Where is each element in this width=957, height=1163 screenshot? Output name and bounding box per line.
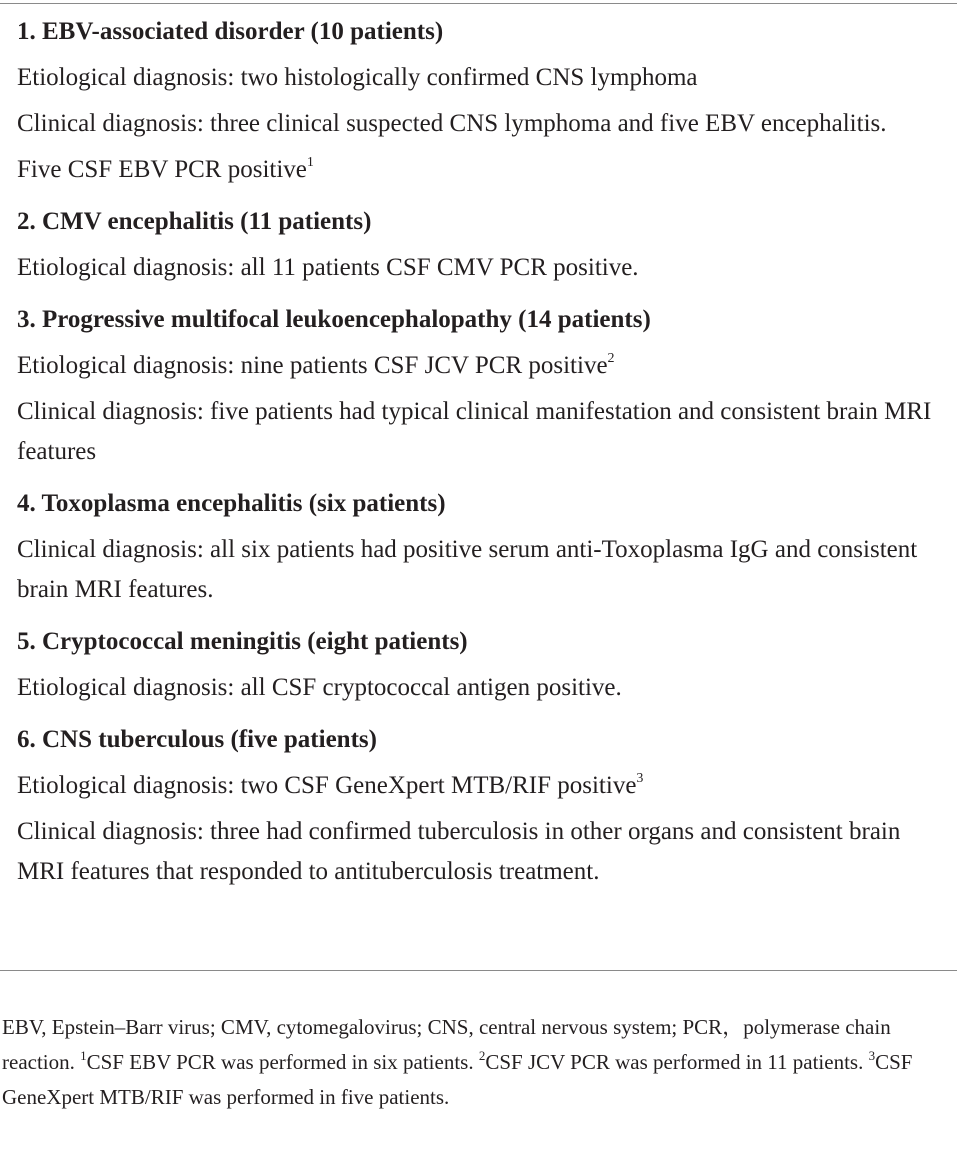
section-toxoplasma [17,484,942,610]
footnote-marker: 2 [478,1048,486,1063]
footnote-marker: 2 [607,351,615,366]
section-line: Clinical diagnosis: three had confirmed tuberculosis in other organs and consistent brain MRI features that responded to antituberculosis treatment. [17,818,901,885]
section-line: Clinical diagnosis: three clinical suspected CNS lymphoma and five EBV encephalitis. [17,110,887,137]
section-pml [17,300,942,472]
section-heading: 5. Cryptococcal meningitis (eight patients) [17,628,468,655]
section-line: Etiological diagnosis: all 11 patients CSF CMV PCR positive. [17,254,639,281]
section-heading: 6. CNS tuberculous (five patients) [17,726,377,753]
section-heading: 3. Progressive multifocal leukoencephalopathy (14 patients) [17,306,651,333]
section-line: Five CSF EBV PCR positive$^1$ [17,155,314,183]
footnote-marker: 3 [868,1048,876,1063]
section-heading: 4. Toxoplasma encephalitis (six patients) [17,490,446,517]
table-bottom-rule [0,970,957,971]
section-line: Etiological diagnosis: two CSF GeneXpert MTB/RIF positive$^3$ [17,771,644,799]
section-line: Clinical diagnosis: all six patients had positive serum anti-Toxoplasma IgG and consistent brain MRI features. [17,536,918,603]
table-footnote: EBV, Epstein–Barr virus; CMV, cytomegalovirus; CNS, central nervous system; PCR，polymerase chain reaction. $^1$CSF EBV PCR was performed in six patients. $^2$CSF JCV PCR was performed in 11 patients. $^3$CSF GeneXpert MTB/RIF was performed in five patients. [2,1015,913,1109]
section-ebv [17,12,942,190]
section-cmv [17,202,942,288]
section-line: Etiological diagnosis: nine patients CSF JCV PCR positive$^2$ [17,351,615,379]
section-line: Clinical diagnosis: five patients had typical clinical manifestation and consistent brain MRI features [17,398,932,465]
section-heading: 1. EBV-associated disorder (10 patients) [17,18,444,45]
section-line: Etiological diagnosis: all CSF cryptococcal antigen positive. [17,674,622,701]
section-heading: 2. CMV encephalitis (11 patients) [17,208,372,235]
table-top-rule [0,3,957,4]
section-line: Etiological diagnosis: two histologically confirmed CNS lymphoma [17,64,698,91]
footnote-marker: 1 [80,1048,87,1063]
table-body [17,12,942,904]
section-cryptococcal [17,622,942,708]
footnote-marker: 1 [306,155,314,170]
footnote-marker: 3 [636,771,644,786]
section-tuberculous [17,720,942,892]
